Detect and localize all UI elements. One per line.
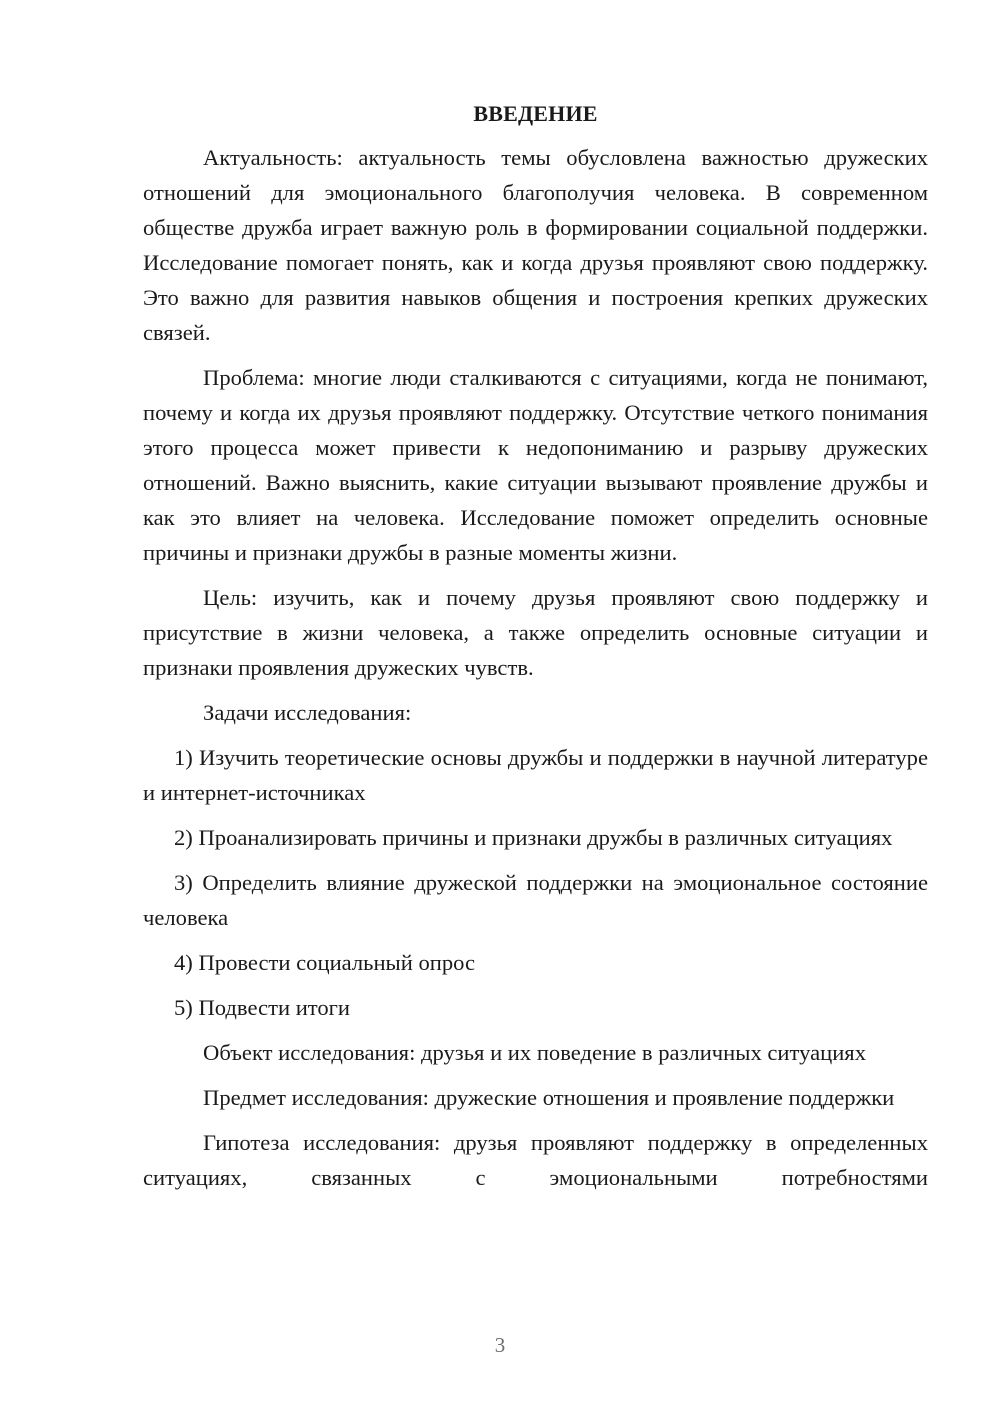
hypothesis-paragraph: Гипотеза исследования: друзья проявляют поддержку в определенных ситуациях, связанных с эмоциональными потребностями [143, 1130, 928, 1190]
subject-paragraph: Предмет исследования: дружеские отношения и проявление поддержки [203, 1085, 895, 1110]
relevance-paragraph: Актуальность: актуальность темы обусловлена важностью дружеских отношений для эмоционального благополучия человека. В современном обществе дружба играет важную роль в формировании социальной поддержки. Исследование помогает понять, как и когда друзья проявляют свою поддержку. Это важно для развития навыков общения и построения крепких дружеских связей. [143, 145, 928, 345]
page-number: 3 [494, 1333, 506, 1357]
problem-paragraph: Проблема: многие люди сталкиваются с ситуациями, когда не понимают, почему и когда их друзья проявляют поддержку. Отсутствие четкого понимания этого процесса может привести к недопониманию и разрыву дружеских отношений. Важно выяснить, какие ситуации вызывают проявление дружбы и как это влияет на человека. Исследование поможет определить основные причины и признаки дружбы в разные моменты жизни. [143, 365, 928, 565]
goal-paragraph: Цель: изучить, как и почему друзья проявляют свою поддержку и присутствие в жизни человека, а также определить основные ситуации и признаки проявления дружеских чувств. [143, 585, 928, 680]
object-paragraph: Объект исследования: друзья и их поведение в различных ситуациях [203, 1040, 866, 1065]
task-item: 1) Изучить теоретические основы дружбы и поддержки в научной литературе и интернет-источниках [143, 745, 928, 805]
task-item: 5) Подвести итоги [174, 995, 351, 1020]
tasks-heading: Задачи исследования: [203, 700, 412, 725]
document-page [143, 96, 928, 1205]
task-item: 3) Определить влияние дружеской поддержки на эмоциональное состояние человека [143, 870, 928, 930]
task-item: 2) Проанализировать причины и признаки дружбы в различных ситуациях [174, 825, 893, 850]
task-item: 4) Провести социальный опрос [174, 950, 476, 975]
section-title: ВВЕДЕНИЕ [473, 101, 598, 126]
